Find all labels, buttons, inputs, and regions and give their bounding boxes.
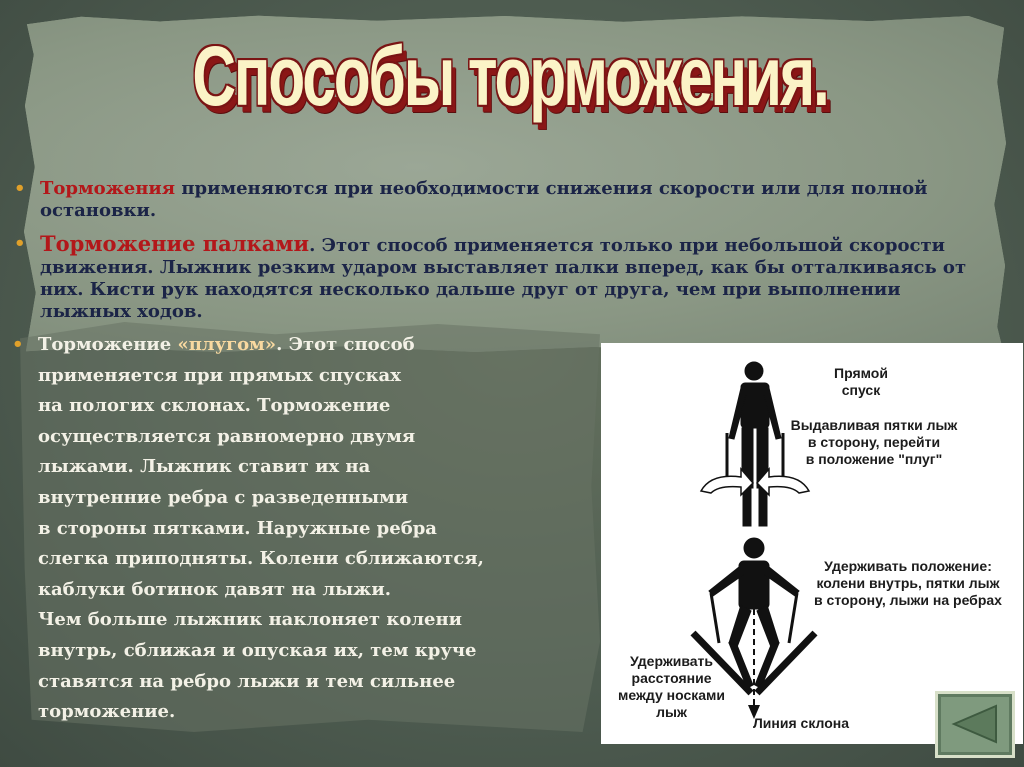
back-button[interactable]	[935, 691, 1015, 758]
label-slope-line: Линия склона	[752, 715, 850, 731]
bullet-dot-icon: •	[14, 233, 26, 254]
bullet-plough-braking	[12, 330, 598, 728]
bullet-text: применяются при необходимости снижения скорости или для полной остановки.	[40, 178, 928, 221]
label-straight-descent: Прямой спуск	[834, 365, 888, 398]
plough-line: каблуки ботинок давят на лыжи.	[38, 578, 391, 600]
slide-title: Способы торможения.	[192, 29, 828, 123]
plough-line: на пологих склонах. Торможение	[38, 395, 391, 417]
bullet-highlight: «плугом»	[177, 334, 277, 355]
plough-line: в стороны пятками. Наружные ребра	[38, 517, 437, 539]
bullet-highlight: Торможение палками	[40, 231, 310, 256]
bullet-highlight: Торможения	[40, 178, 176, 199]
plough-line: лыжами. Лыжник ставит их на	[38, 456, 371, 478]
bullet-pole-braking	[14, 231, 990, 323]
plough-technique-figure	[601, 343, 1023, 744]
plough-line: внутрь, сближая и опуская их, тем круче	[38, 639, 477, 661]
plough-line-0: Торможение «плугом». Этот способ	[38, 334, 415, 355]
plough-line: ставятся на ребро лыжи и тем сильнее	[38, 670, 456, 692]
triangle-left-icon	[948, 702, 1002, 746]
bullet-braking-intro	[14, 178, 990, 222]
plough-line: Чем больше лыжник наклоняет колени	[38, 609, 463, 631]
bullet-dot-icon: •	[12, 334, 24, 355]
plough-line: слегка приподняты. Колени сближаются,	[38, 548, 484, 570]
plough-line: применяется при прямых спусках	[38, 364, 401, 386]
label-push-heels: Выдавливая пятки лыж в сторону, перейти в положение "плуг"	[790, 417, 958, 467]
bullet-dot-icon: •	[14, 178, 26, 199]
label-keep-distance: Удерживать расстояние между носками лыж	[618, 653, 725, 720]
plough-line: торможение.	[38, 701, 176, 723]
plough-line: внутренние ребра с разведенными	[38, 486, 409, 508]
bullet-text: . Этот способ применяется только при небольшой скорости движения. Лыжник резким ударом выставляет палки вперед, как бы отталкиваясь от них. Кисти рук находятся несколько дальше друг от друга, чем при выполнении лыжных ходов.	[40, 235, 967, 322]
plough-line: осуществляется равномерно двумя	[38, 425, 416, 447]
label-hold-position: Удерживать положение: колени внутрь, пятки лыж в сторону, лыжи на ребрах	[814, 558, 1002, 608]
